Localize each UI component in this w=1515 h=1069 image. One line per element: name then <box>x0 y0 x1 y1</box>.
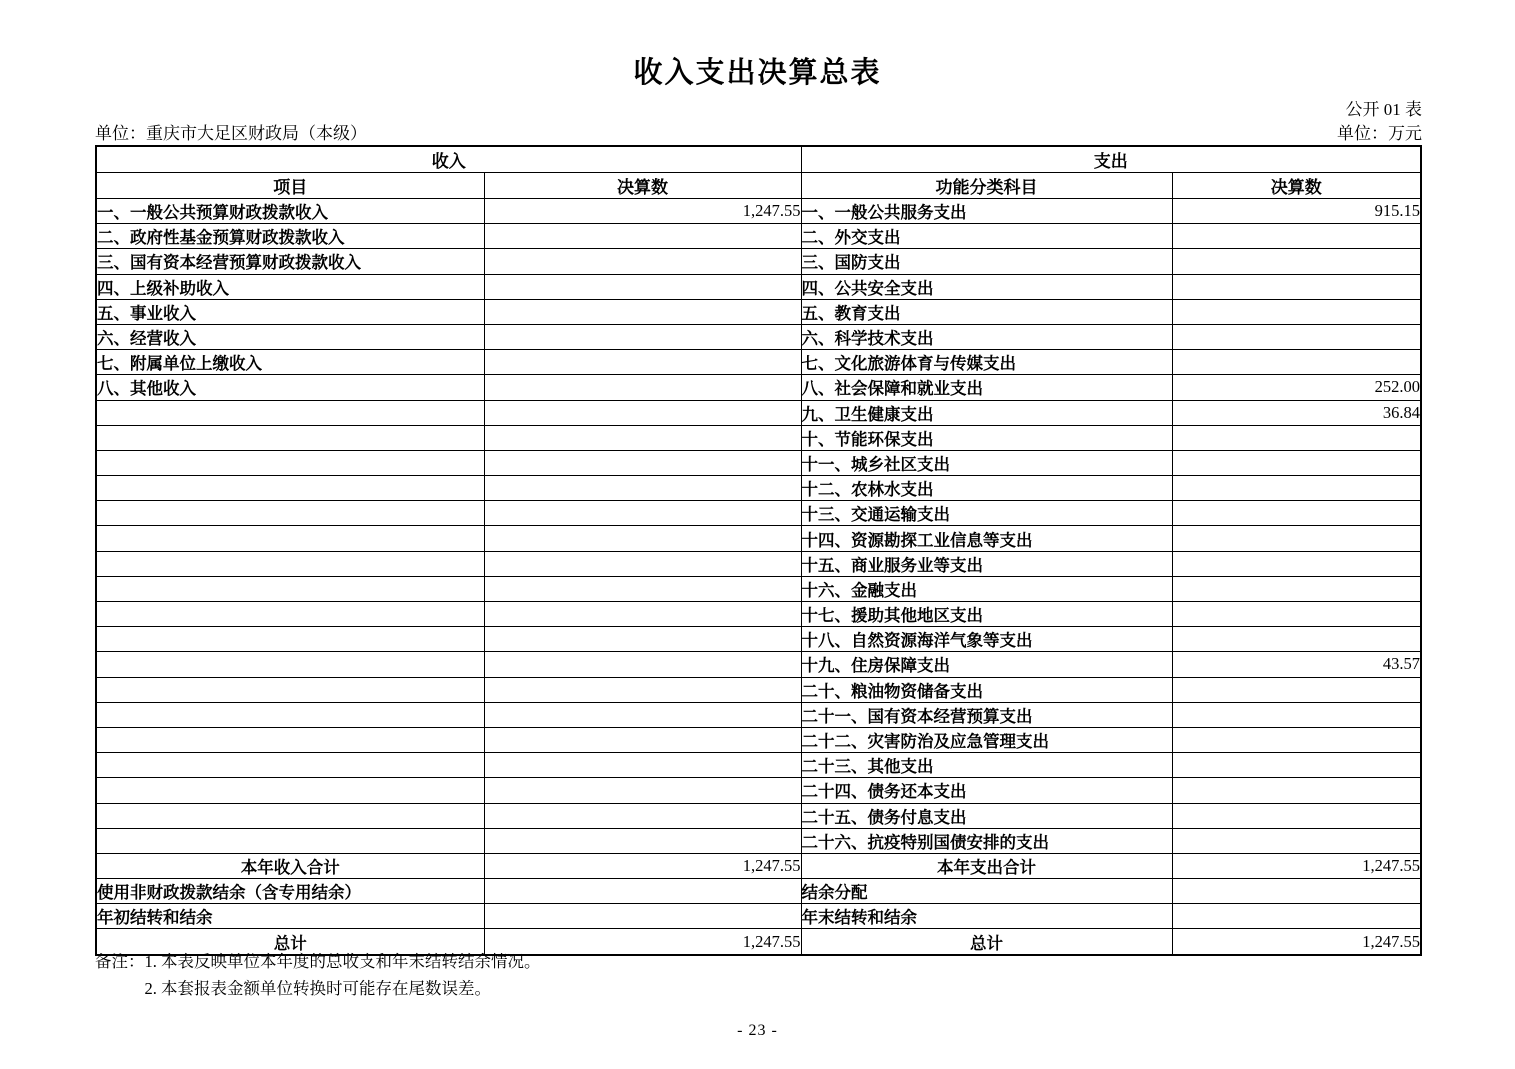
table-row <box>96 324 1421 349</box>
expenditure-item-cell: 二十、粮油物资储备支出 <box>801 677 1172 702</box>
table-row <box>96 702 1421 727</box>
income-value-cell <box>484 828 801 853</box>
expenditure-value-cell <box>1172 501 1421 526</box>
expenditure-item-cell: 二十六、抗疫特别国债安排的支出 <box>801 828 1172 853</box>
income-value-cell <box>484 702 801 727</box>
expenditure-value-cell <box>1172 551 1421 576</box>
expenditure-item-cell: 八、社会保障和就业支出 <box>801 375 1172 400</box>
table-footer-row <box>96 853 1421 878</box>
income-item-cell: 一、一般公共预算财政拨款收入 <box>96 199 484 224</box>
income-value-cell <box>484 375 801 400</box>
table-row <box>96 803 1421 828</box>
table-footer-row <box>96 904 1421 929</box>
income-item-cell <box>96 576 484 601</box>
expenditure-value-cell <box>1172 526 1421 551</box>
table-row <box>96 828 1421 853</box>
expenditure-value-cell: 1,247.55 <box>1172 853 1421 878</box>
expenditure-item-cell: 二十一、国有资本经营预算支出 <box>801 702 1172 727</box>
income-item-cell <box>96 803 484 828</box>
expenditure-value-cell <box>1172 702 1421 727</box>
income-item-cell: 五、事业收入 <box>96 299 484 324</box>
table-row <box>96 727 1421 752</box>
income-item-cell: 总计 <box>96 929 484 955</box>
note-line: 1. 本表反映单位本年度的总收支和年末结转结余情况。 <box>144 952 541 971</box>
income-value-cell <box>484 450 801 475</box>
expenditure-value-cell <box>1172 803 1421 828</box>
income-item-cell: 本年收入合计 <box>96 853 484 878</box>
income-value-cell <box>484 526 801 551</box>
page-number: - 23 - <box>737 1022 778 1039</box>
expenditure-section-header: 支出 <box>801 146 1421 173</box>
table-row <box>96 652 1421 677</box>
expenditure-item-cell: 三、国防支出 <box>801 249 1172 274</box>
income-value-cell <box>484 803 801 828</box>
income-item-cell <box>96 753 484 778</box>
expenditure-value-cell: 1,247.55 <box>1172 929 1421 955</box>
income-value-cell: 1,247.55 <box>484 199 801 224</box>
income-value-cell <box>484 879 801 904</box>
income-item-cell <box>96 727 484 752</box>
income-value-cell <box>484 677 801 702</box>
income-value-cell <box>484 324 801 349</box>
expenditure-value-cell <box>1172 476 1421 501</box>
org-unit-label: 单位：重庆市大足区财政局（本级） <box>95 124 367 143</box>
expenditure-value-cell <box>1172 904 1421 929</box>
income-value-cell <box>484 425 801 450</box>
income-item-cell <box>96 526 484 551</box>
expenditure-item-cell: 五、教育支出 <box>801 299 1172 324</box>
expenditure-item-cell: 七、文化旅游体育与传媒支出 <box>801 350 1172 375</box>
expenditure-value-column-header: 决算数 <box>1172 173 1421 199</box>
income-item-cell <box>96 677 484 702</box>
table-row <box>96 677 1421 702</box>
income-item-cell: 四、上级补助收入 <box>96 274 484 299</box>
income-item-cell <box>96 450 484 475</box>
notes-label: 备注： <box>95 952 145 971</box>
expenditure-item-cell: 十一、城乡社区支出 <box>801 450 1172 475</box>
expenditure-item-cell: 十七、援助其他地区支出 <box>801 602 1172 627</box>
page-title: 收入支出决算总表 <box>633 57 882 89</box>
expenditure-value-cell <box>1172 450 1421 475</box>
expenditure-value-cell <box>1172 576 1421 601</box>
income-value-cell <box>484 904 801 929</box>
expenditure-item-cell: 十三、交通运输支出 <box>801 501 1172 526</box>
expenditure-value-cell <box>1172 274 1421 299</box>
expenditure-value-cell <box>1172 224 1421 249</box>
column-header-row <box>96 173 1421 199</box>
income-item-cell <box>96 778 484 803</box>
income-value-cell <box>484 274 801 299</box>
expenditure-value-cell <box>1172 249 1421 274</box>
table-footer-row <box>96 879 1421 904</box>
income-value-cell <box>484 249 801 274</box>
income-value-cell <box>484 602 801 627</box>
income-value-cell <box>484 476 801 501</box>
income-item-cell <box>96 425 484 450</box>
expenditure-value-cell: 252.00 <box>1172 375 1421 400</box>
expenditure-item-cell: 二十四、债务还本支出 <box>801 778 1172 803</box>
income-value-cell <box>484 753 801 778</box>
table-row <box>96 576 1421 601</box>
income-item-cell: 年初结转和结余 <box>96 904 484 929</box>
table-row <box>96 224 1421 249</box>
income-item-cell: 八、其他收入 <box>96 375 484 400</box>
expenditure-value-cell <box>1172 677 1421 702</box>
income-item-cell: 三、国有资本经营预算财政拨款收入 <box>96 249 484 274</box>
income-value-cell: 1,247.55 <box>484 929 801 955</box>
expenditure-value-cell <box>1172 602 1421 627</box>
expenditure-item-cell: 二十五、债务付息支出 <box>801 803 1172 828</box>
section-header-row <box>96 146 1421 173</box>
table-row <box>96 400 1421 425</box>
expenditure-item-cell: 二、外交支出 <box>801 224 1172 249</box>
income-value-cell <box>484 350 801 375</box>
income-value-column-header: 决算数 <box>484 173 801 199</box>
table-row <box>96 551 1421 576</box>
expenditure-item-cell: 十四、资源勘探工业信息等支出 <box>801 526 1172 551</box>
expenditure-value-cell <box>1172 753 1421 778</box>
table-row <box>96 249 1421 274</box>
income-section-header: 收入 <box>96 146 801 173</box>
expenditure-item-column-header: 功能分类科目 <box>801 173 1172 199</box>
expenditure-item-cell: 总计 <box>801 929 1172 955</box>
expenditure-item-cell: 十、节能环保支出 <box>801 425 1172 450</box>
income-value-cell <box>484 727 801 752</box>
expenditure-value-cell <box>1172 627 1421 652</box>
doc-code: 公开 01 表 <box>1345 100 1422 119</box>
income-item-cell: 七、附属单位上缴收入 <box>96 350 484 375</box>
income-item-cell <box>96 602 484 627</box>
income-value-cell <box>484 400 801 425</box>
expenditure-item-cell: 十五、商业服务业等支出 <box>801 551 1172 576</box>
expenditure-item-cell: 六、科学技术支出 <box>801 324 1172 349</box>
income-value-cell <box>484 627 801 652</box>
budget-summary-table <box>95 145 1422 956</box>
expenditure-value-cell <box>1172 828 1421 853</box>
income-item-cell <box>96 551 484 576</box>
income-item-cell: 二、政府性基金预算财政拨款收入 <box>96 224 484 249</box>
expenditure-item-cell: 二十二、灾害防治及应急管理支出 <box>801 727 1172 752</box>
expenditure-item-cell: 本年支出合计 <box>801 853 1172 878</box>
expenditure-item-cell: 十二、农林水支出 <box>801 476 1172 501</box>
income-value-cell <box>484 652 801 677</box>
expenditure-value-cell <box>1172 299 1421 324</box>
expenditure-value-cell: 36.84 <box>1172 400 1421 425</box>
expenditure-item-cell: 九、卫生健康支出 <box>801 400 1172 425</box>
income-value-cell: 1,247.55 <box>484 853 801 878</box>
income-item-column-header: 项目 <box>96 173 484 199</box>
table-row <box>96 375 1421 400</box>
expenditure-item-cell: 十六、金融支出 <box>801 576 1172 601</box>
table-row <box>96 299 1421 324</box>
table-row <box>96 526 1421 551</box>
expenditure-item-cell: 年末结转和结余 <box>801 904 1172 929</box>
money-unit-label: 单位：万元 <box>1337 124 1422 143</box>
expenditure-value-cell <box>1172 727 1421 752</box>
unit-row <box>95 119 1422 144</box>
expenditure-item-cell: 一、一般公共服务支出 <box>801 199 1172 224</box>
income-item-cell <box>96 501 484 526</box>
table-row <box>96 199 1421 224</box>
expenditure-item-cell: 十八、自然资源海洋气象等支出 <box>801 627 1172 652</box>
income-item-cell <box>96 652 484 677</box>
income-value-cell <box>484 501 801 526</box>
income-item-cell <box>96 476 484 501</box>
income-value-cell <box>484 299 801 324</box>
expenditure-item-cell: 结余分配 <box>801 879 1172 904</box>
expenditure-value-cell <box>1172 425 1421 450</box>
expenditure-item-cell: 二十三、其他支出 <box>801 753 1172 778</box>
expenditure-item-cell: 十九、住房保障支出 <box>801 652 1172 677</box>
income-value-cell <box>484 576 801 601</box>
expenditure-value-cell: 915.15 <box>1172 199 1421 224</box>
expenditure-value-cell <box>1172 324 1421 349</box>
table-row <box>96 753 1421 778</box>
table-row <box>96 476 1421 501</box>
income-value-cell <box>484 778 801 803</box>
income-value-cell <box>484 551 801 576</box>
table-row <box>96 501 1421 526</box>
income-item-cell: 六、经营收入 <box>96 324 484 349</box>
income-item-cell <box>96 828 484 853</box>
table-row <box>96 450 1421 475</box>
income-item-cell <box>96 627 484 652</box>
income-value-cell <box>484 224 801 249</box>
table-row <box>96 627 1421 652</box>
footnotes <box>95 948 541 1002</box>
expenditure-value-cell <box>1172 879 1421 904</box>
income-item-cell <box>96 400 484 425</box>
table-row <box>96 778 1421 803</box>
table-row <box>96 425 1421 450</box>
table-row <box>96 602 1421 627</box>
expenditure-value-cell <box>1172 778 1421 803</box>
expenditure-value-cell: 43.57 <box>1172 652 1421 677</box>
note-line: 2. 本套报表金额单位转换时可能存在尾数误差。 <box>144 979 491 998</box>
expenditure-value-cell <box>1172 350 1421 375</box>
table-row <box>96 350 1421 375</box>
table-row <box>96 274 1421 299</box>
income-item-cell <box>96 702 484 727</box>
expenditure-item-cell: 四、公共安全支出 <box>801 274 1172 299</box>
income-item-cell: 使用非财政拨款结余（含专用结余） <box>96 879 484 904</box>
